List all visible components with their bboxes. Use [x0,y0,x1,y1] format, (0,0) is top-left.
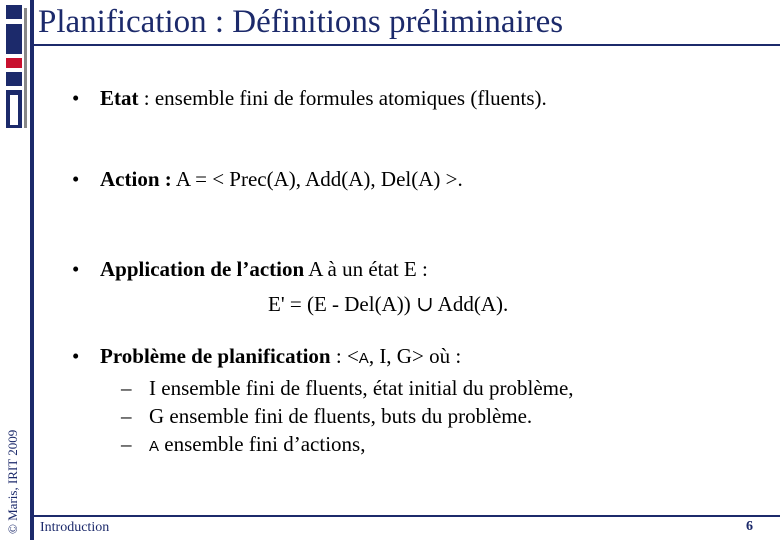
application-formula: E' = (E - Del(A)) ∪ Add(A). [268,292,509,316]
sub-dash: – [121,404,132,428]
slide-title: Planification : Définitions préliminaires [38,4,564,40]
bullet-probleme [72,344,461,369]
sub-text: ensemble fini d’actions, [159,432,366,456]
bullet-term: Problème de planification [100,344,331,368]
bullet-term: Etat [100,86,139,110]
bullet-text-post: , I, G> où : [368,344,462,368]
sub-item-actions [121,432,365,457]
bullet-dot: • [72,86,80,110]
bullet-dot: • [72,257,80,281]
sub-item-initial [121,376,574,401]
bullet-dot: • [72,344,80,368]
bullet-text: A à un état E : [304,257,428,281]
bullet-term: Action : [100,167,172,191]
left-border [30,0,34,540]
bullet-dot: • [72,167,80,191]
page-number: 6 [746,519,753,534]
bullet-text: : ensemble fini de formules atomiques (fluents). [138,86,547,110]
sub-text: G ensemble fini de fluents, buts du problème. [149,404,533,428]
bullet-term: Application de l’action [100,257,305,281]
copyright-note: © Maris, IRIT 2009 [5,429,20,534]
sub-text: I ensemble fini de fluents, état initial du problème, [149,376,574,400]
bullet-action [72,167,463,192]
actions-symbol: A [358,350,369,367]
footer-divider [34,515,780,517]
title-divider [34,44,780,46]
bullet-application [72,257,428,282]
footer-section: Introduction [40,520,110,535]
sub-dash: – [121,376,132,400]
bullet-text-pre: : < [330,344,359,368]
sub-dash: – [121,432,132,456]
bullet-etat [72,86,547,111]
bullet-text: A = < Prec(A), Add(A), Del(A) >. [171,167,463,191]
sub-item-goals [121,404,532,429]
irit-logo [0,0,30,135]
actions-symbol: A [149,438,160,455]
